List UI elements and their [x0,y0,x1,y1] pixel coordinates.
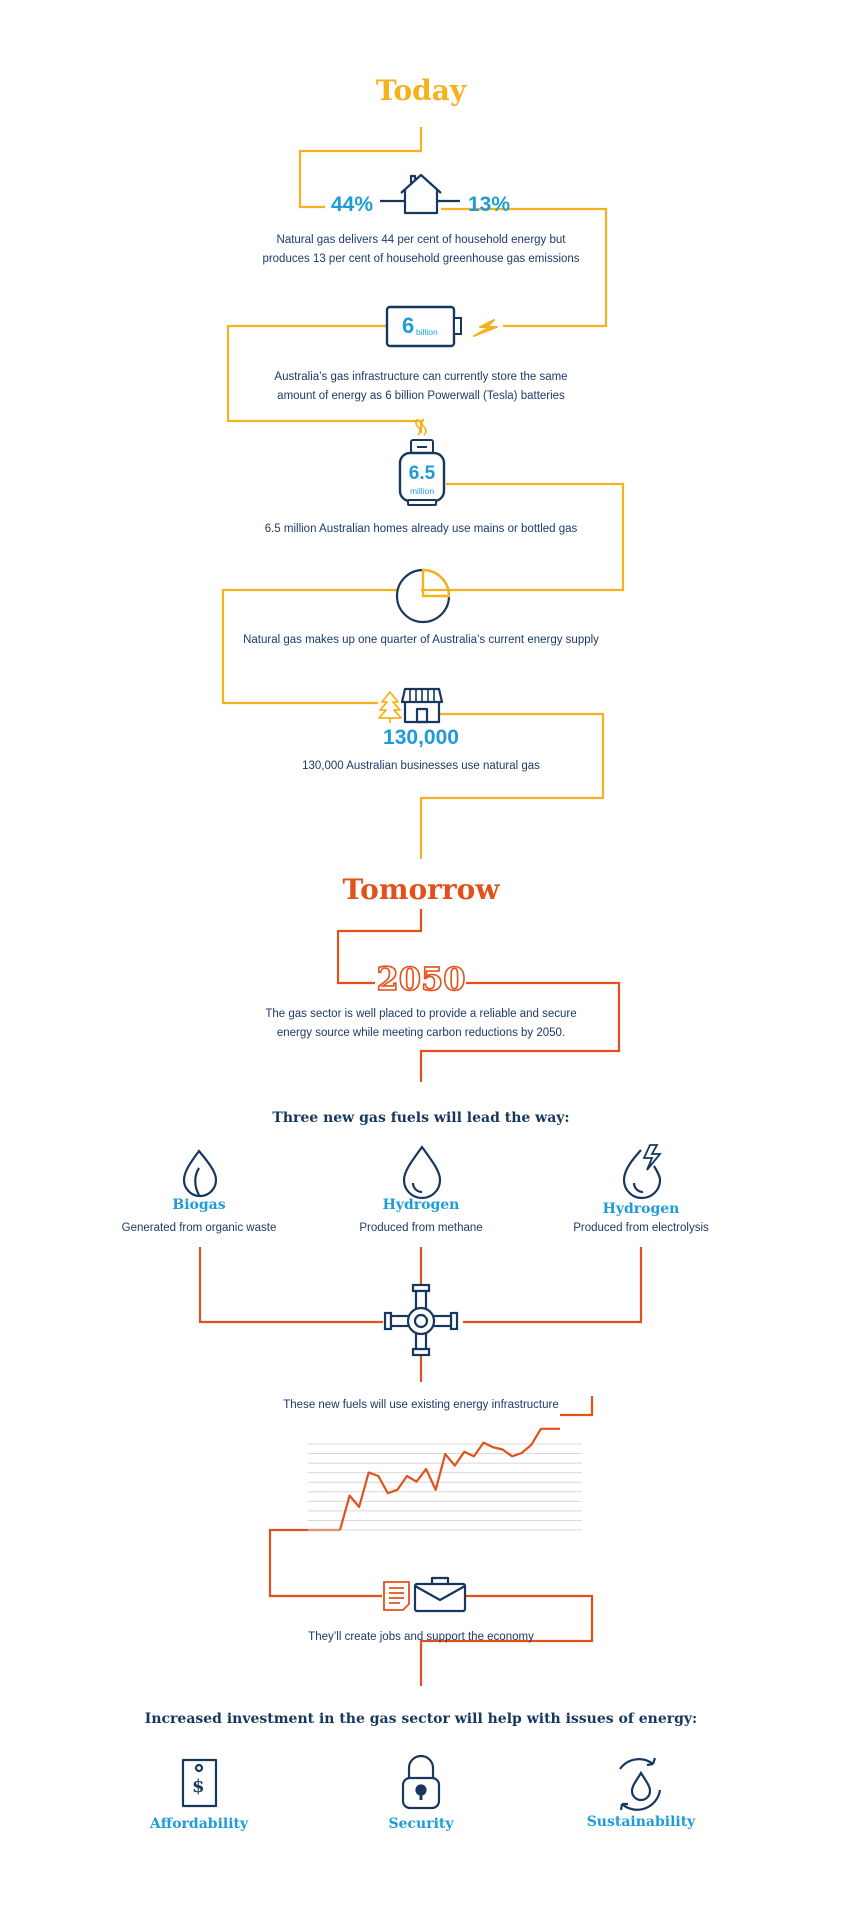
recycle-drop-icon [620,1758,660,1810]
leaf-drop-icon [184,1151,216,1196]
bottle-number: 6.5 [408,463,436,484]
fuel-hydrogen-electrolysis-desc: Produced from electrolysis [573,1222,709,1234]
today-title: Today [375,74,467,107]
homes-description: 6.5 million Australian homes already use mains or bottled gas [264,523,578,535]
fuel-biogas-desc: Generated from organic waste [121,1222,277,1234]
quarter-pie-icon [397,570,449,622]
pie-slice-gas [423,570,449,596]
battery-unit: billion [416,327,438,337]
businesses-number: 130,000 [383,726,459,749]
household-emissions-percent: 13% [468,193,511,216]
year-description: The gas sector is well placed to provide a reliable and secure energy source while meeting carbon reductions by 2050. [265,1008,577,1039]
growth-line-chart [308,1429,582,1530]
infrastructure-description: These new fuels will use existing energy infrastructure [283,1399,559,1411]
tree-icon [379,692,401,723]
bottle-unit: million [409,486,435,496]
padlock-icon [403,1756,439,1808]
jobs-description: They’ll create jobs and support the economy [308,1631,534,1643]
tomorrow-title: Tomorrow [342,873,500,906]
issue-affordability: Affordability [149,1816,249,1832]
investment-heading: Increased investment in the gas sector will help with issues of energy: [144,1711,698,1727]
storage-description: Australia’s gas infrastructure can currently store the same amount of energy as 6 billion Powerwall (Tesla) batteries [274,371,568,402]
year-2050: 2050 [376,960,466,998]
fuel-hydrogen-methane-name: Hydrogen [382,1197,460,1213]
battery-number: 6 [402,313,415,338]
pipe-junction-icon [385,1285,457,1355]
house-icon [380,175,460,213]
shop-icon [402,689,442,722]
briefcase-icon [415,1578,465,1611]
businesses-description: 130,000 Australian businesses use natural gas [302,760,540,772]
fuel-hydrogen-methane-desc: Produced from methane [359,1222,483,1234]
issue-sustainability: Sustainability [586,1814,696,1830]
fuel-biogas-name: Biogas [172,1197,226,1213]
fuels-heading: Three new gas fuels will lead the way: [272,1110,570,1126]
drop-icon [404,1147,440,1198]
document-icon [384,1582,409,1610]
issue-security: Security [388,1816,454,1832]
household-description: Natural gas delivers 44 per cent of household energy but produces 13 per cent of household greenhouse gas emissions [262,234,580,265]
household-energy-percent: 44% [331,193,374,216]
dollar-symbol: $ [192,1776,205,1797]
quarter-description: Natural gas makes up one quarter of Australia’s current energy supply [243,634,599,646]
lightning-bolt-icon [474,320,497,336]
fuel-hydrogen-electrolysis-name: Hydrogen [602,1201,680,1217]
drop-bolt-icon [624,1145,660,1198]
